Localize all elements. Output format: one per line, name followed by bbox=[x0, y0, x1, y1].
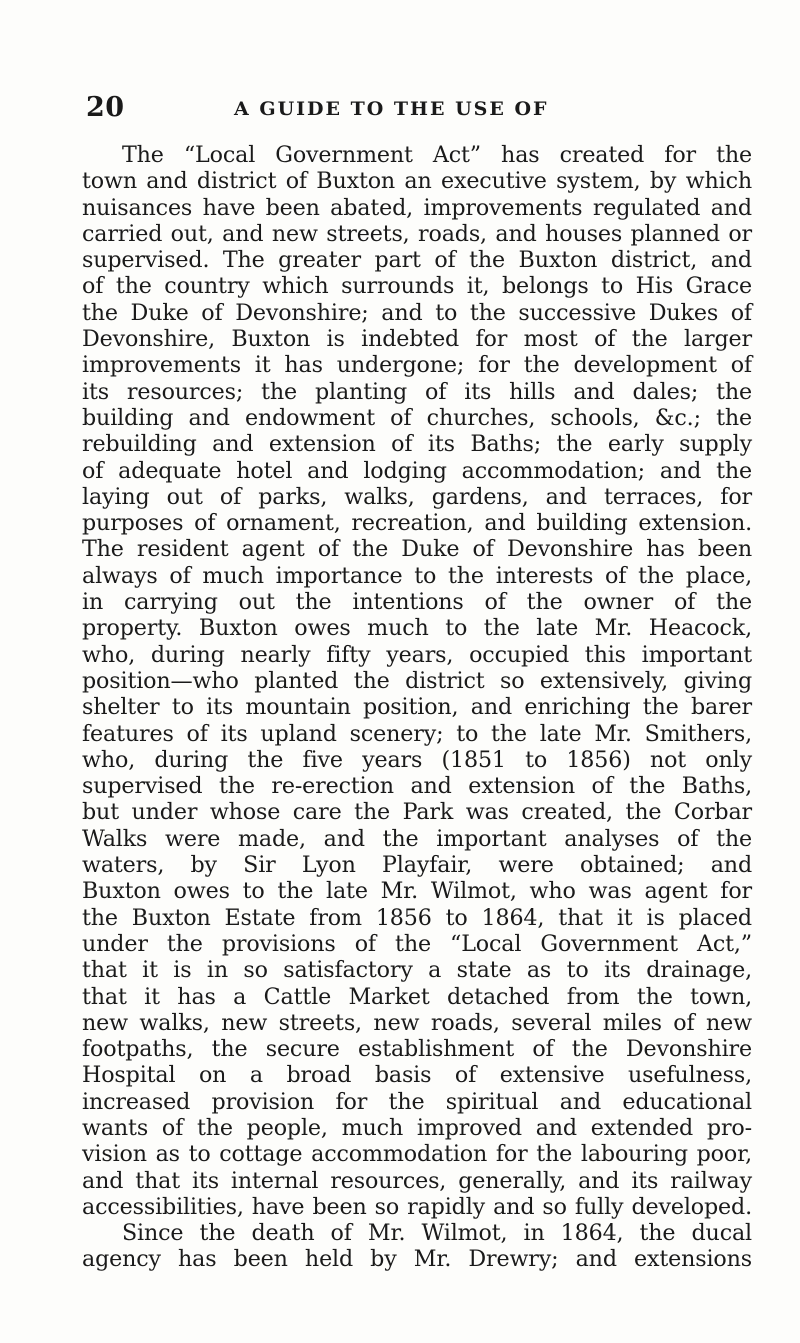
text-line: supervised. The greater part of the Buxton district, and bbox=[82, 247, 752, 274]
text-line: Since the death of Mr. Wilmot, in 1864, the ducal bbox=[122, 1220, 752, 1247]
text-line: rebuilding and extension of its Baths; the early supply bbox=[82, 431, 752, 458]
text-line: The “Local Government Act” has created for the bbox=[122, 142, 752, 168]
body-text bbox=[82, 142, 752, 1273]
text-line: under the provisions of the “Local Government Act,” bbox=[82, 930, 752, 957]
text-line: features of its upland scenery; to the late Mr. Smithers, bbox=[82, 720, 752, 747]
text-line: laying out of parks, walks, gardens, and terraces, for bbox=[82, 483, 752, 510]
text-line: property. Buxton owes much to the late Mr. Heacock, bbox=[82, 615, 752, 642]
text-line: Hospital on a broad basis of extensive usefulness, bbox=[82, 1062, 752, 1089]
text-line: accessibilities, have been so rapidly and so fully developed. bbox=[82, 1193, 752, 1220]
text-line: shelter to its mountain position, and enriching the barer bbox=[82, 694, 752, 721]
text-line: vision as to cottage accommodation for the labouring poor, bbox=[82, 1141, 752, 1168]
text-line: nuisances have been abated, improvements regulated and bbox=[82, 194, 752, 221]
text-line: who, during the five years (1851 to 1856) not only bbox=[82, 746, 752, 773]
text-line: its resources; the planting of its hills and dales; the bbox=[82, 378, 752, 405]
text-line: waters, by Sir Lyon Playfair, were obtained; and bbox=[82, 852, 752, 879]
text-line: of adequate hotel and lodging accommodation; and the bbox=[82, 457, 752, 484]
text-line: supervised the re-erection and extension of the Baths, bbox=[82, 773, 752, 800]
text-line: building and endowment of churches, schools, &c.; the bbox=[82, 404, 752, 431]
text-line: wants of the people, much improved and extended pro- bbox=[82, 1114, 752, 1141]
text-line: footpaths, the secure establishment of the Devonshire bbox=[82, 1036, 752, 1063]
text-line: Buxton owes to the late Mr. Wilmot, who was agent for bbox=[82, 878, 752, 905]
text-line: Devonshire, Buxton is indebted for most of the larger bbox=[82, 326, 752, 353]
text-line: always of much importance to the interests of the place, bbox=[82, 562, 752, 589]
text-line: in carrying out the intentions of the owner of the bbox=[82, 589, 752, 616]
text-line: the Duke of Devonshire; and to the successive Dukes of bbox=[82, 299, 752, 326]
text-line: and that its internal resources, generally, and its railway bbox=[82, 1167, 752, 1194]
text-line: new walks, new streets, new roads, several miles of new bbox=[82, 1009, 752, 1036]
text-line: The resident agent of the Duke of Devonshire has been bbox=[82, 536, 752, 563]
text-line: who, during nearly fifty years, occupied this important bbox=[82, 641, 752, 668]
text-line: but under whose care the Park was created, the Corbar bbox=[82, 799, 752, 826]
text-line: agency has been held by Mr. Drewry; and extensions bbox=[82, 1246, 752, 1273]
text-line: improvements it has undergone; for the development of bbox=[82, 352, 752, 379]
text-line: that it has a Cattle Market detached from the town, bbox=[82, 983, 752, 1010]
text-line: Walks were made, and the important analyses of the bbox=[82, 825, 752, 852]
text-line: the Buxton Estate from 1856 to 1864, that it is placed bbox=[82, 904, 752, 931]
page-number: 20 bbox=[86, 92, 125, 123]
text-line: carried out, and new streets, roads, and houses planned or bbox=[82, 220, 752, 247]
running-head-title: A GUIDE TO THE USE OF bbox=[234, 98, 549, 120]
running-head bbox=[86, 93, 746, 123]
text-line: town and district of Buxton an executive system, by which bbox=[82, 168, 752, 195]
text-line: increased provision for the spiritual and educational bbox=[82, 1088, 752, 1115]
text-line: that it is in so satisfactory a state as to its drainage, bbox=[82, 957, 752, 984]
text-line: position—who planted the district so extensively, giving bbox=[82, 667, 752, 694]
text-line: purposes of ornament, recreation, and building extension. bbox=[82, 510, 752, 537]
text-line: of the country which surrounds it, belongs to His Grace bbox=[82, 273, 752, 300]
